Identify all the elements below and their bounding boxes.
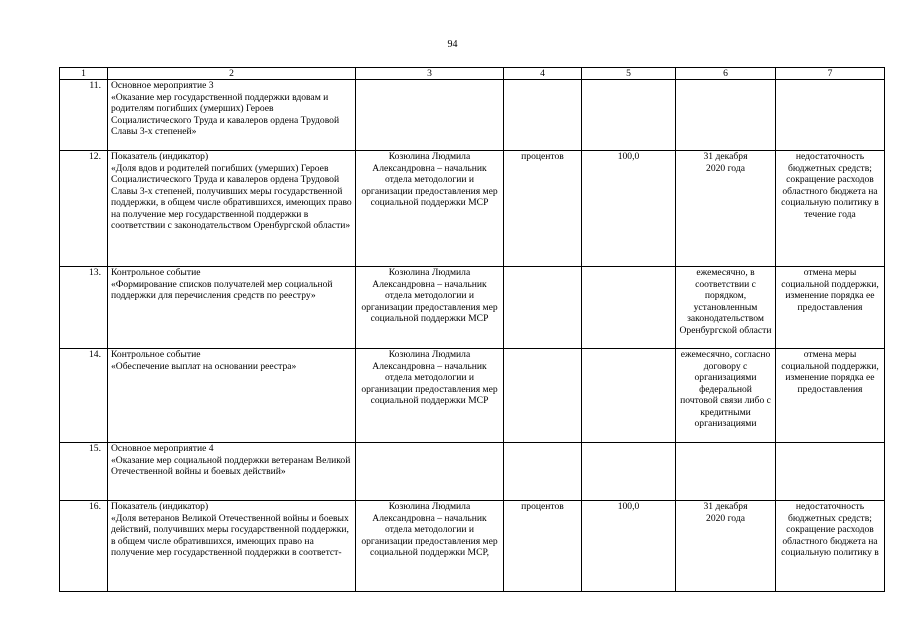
header-cell: 3	[356, 68, 504, 80]
row-number: 16.	[60, 501, 108, 592]
row-unit	[504, 267, 582, 349]
header-cell: 4	[504, 68, 582, 80]
row-description: Основное мероприятие 3 «Оказание мер государственной поддержки вдовам и родителям погибших (умерших) Героев Социалистического Труда и кавалеров ордена Трудовой Славы 3-х степеней»	[108, 80, 356, 151]
row-description: Показатель (индикатор) «Доля ветеранов Великой Отечественной войны и боевых действий, получивших меры государственной поддержки, в общем числе обратившихся, имеющих право на получение мер государственной поддержки в соответст-	[108, 501, 356, 592]
row-risks	[776, 80, 885, 151]
header-cell: 7	[776, 68, 885, 80]
row-responsible: Козюлина Людмила Александровна – начальник отдела методологии и организации предоставления мер социальной поддержки МСР,	[356, 501, 504, 592]
row-description: Основное мероприятие 4 «Оказание мер социальной поддержки ветеранам Великой Отечественной войны и боевых действий»	[108, 443, 356, 501]
row-deadline: ежемесячно, согласно договору с организациями федеральной почтовой связи либо с кредитными организациями	[676, 349, 776, 443]
row-value	[582, 443, 676, 501]
table-row	[60, 151, 885, 267]
row-value: 100,0	[582, 501, 676, 592]
row-value	[582, 267, 676, 349]
row-value	[582, 349, 676, 443]
row-risks: недостаточность бюджетных средств; сокращение расходов областного бюджета на социальную политику в течение года	[776, 151, 885, 267]
row-deadline: ежемесячно, в соответствии с порядком, установленным законодательством Оренбургской области	[676, 267, 776, 349]
row-value: 100,0	[582, 151, 676, 267]
row-responsible: Козюлина Людмила Александровна – начальник отдела методологии и организации предоставления мер социальной поддержки МСР	[356, 349, 504, 443]
header-cell: 1	[60, 68, 108, 80]
header-cell: 6	[676, 68, 776, 80]
row-number: 15.	[60, 443, 108, 501]
row-description: Контрольное событие «Формирование списков получателей мер социальной поддержки для перечисления средств по реестру»	[108, 267, 356, 349]
row-responsible: Козюлина Людмила Александровна – начальник отдела методологии и организации предоставления мер социальной поддержки МСР	[356, 151, 504, 267]
row-value	[582, 80, 676, 151]
row-number: 13.	[60, 267, 108, 349]
header-row	[60, 68, 885, 80]
row-number: 12.	[60, 151, 108, 267]
row-responsible	[356, 443, 504, 501]
table-row	[60, 501, 885, 592]
row-deadline: 31 декабря 2020 года	[676, 501, 776, 592]
page-number: 94	[447, 39, 458, 50]
row-description: Контрольное событие «Обеспечение выплат на основании реестра»	[108, 349, 356, 443]
row-unit: процентов	[504, 501, 582, 592]
plan-table	[59, 67, 885, 592]
row-unit	[504, 443, 582, 501]
row-deadline: 31 декабря 2020 года	[676, 151, 776, 267]
header-cell: 2	[108, 68, 356, 80]
header-cell: 5	[582, 68, 676, 80]
row-number: 14.	[60, 349, 108, 443]
row-risks: недостаточность бюджетных средств; сокращение расходов областного бюджета на социальную политику в	[776, 501, 885, 592]
table-row	[60, 267, 885, 349]
row-deadline	[676, 443, 776, 501]
row-description: Показатель (индикатор) «Доля вдов и родителей погибших (умерших) Героев Социалистического Труда и кавалеров ордена Трудовой Славы 3-х степеней, получивших меры государственной поддержки, в общем числе обратившихся, имеющих право на получение мер государственной поддержки в соответствии с законодательством Оренбургской области»	[108, 151, 356, 267]
table-row	[60, 349, 885, 443]
row-responsible: Козюлина Людмила Александровна – начальник отдела методологии и организации предоставления мер социальной поддержки МСР	[356, 267, 504, 349]
row-unit: процентов	[504, 151, 582, 267]
row-responsible	[356, 80, 504, 151]
table-row	[60, 443, 885, 501]
row-unit	[504, 349, 582, 443]
row-unit	[504, 80, 582, 151]
row-number: 11.	[60, 80, 108, 151]
table-row	[60, 80, 885, 151]
row-risks	[776, 443, 885, 501]
row-risks: отмена меры социальной поддержки, изменение порядка ее предоставления	[776, 349, 885, 443]
row-deadline	[676, 80, 776, 151]
row-risks: отмена меры социальной поддержки, изменение порядка ее предоставления	[776, 267, 885, 349]
